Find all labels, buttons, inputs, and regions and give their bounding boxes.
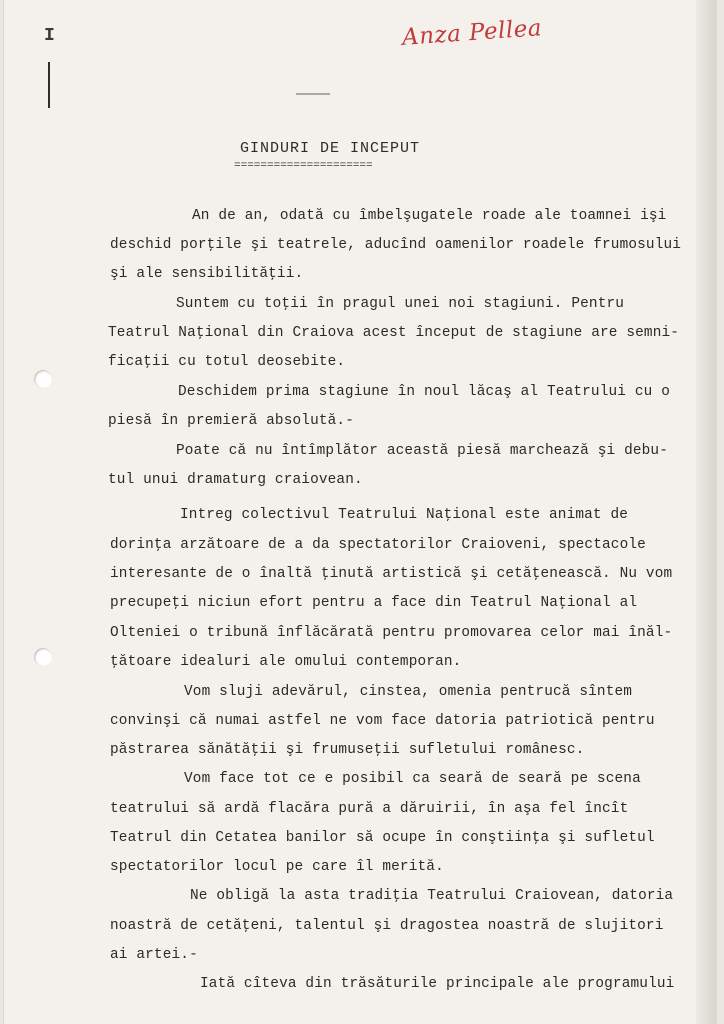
body-line: Suntem cu toţii în pragul unei noi stagiuni. Pentru	[176, 296, 625, 312]
body-line: tul unui dramaturg craiovean.	[108, 472, 363, 488]
body-line: Teatrul din Cetatea banilor să ocupe în conştiinţa şi sufletul	[110, 830, 655, 846]
body-line: Deschidem prima stagiune în noul lăcaş al Teatrului cu o	[178, 384, 671, 400]
body-line: precupeţi niciun efort pentru a face din Teatrul Naţional al	[110, 595, 638, 611]
body-line: An de an, odată cu îmbelşugatele roade ale toamnei işi	[192, 208, 667, 224]
body-line: Iată cîteva din trăsăturile principale ale programului	[200, 976, 675, 992]
document-title: GINDURI DE INCEPUT	[240, 140, 421, 157]
body-line: deschid porţile şi teatrele, aducînd oamenilor roadele frumosului	[110, 237, 682, 253]
body-line: Vom sluji adevărul, cinstea, omenia pentrucă sîntem	[184, 684, 633, 700]
body-line: păstrarea sănătăţii şi frumuseţii sufletului românesc.	[110, 742, 585, 758]
body-line: Poate că nu întîmplător această piesă marchează şi debu-	[176, 443, 669, 459]
document-page	[4, 0, 716, 1024]
handwritten-signature: Anza Pellea	[401, 15, 543, 51]
body-line: noastră de cetăţeni, talentul şi dragostea noastră de slujitori	[110, 918, 664, 934]
body-line: Teatrul Naţional din Craiova acest început de stagiune are semni-	[108, 325, 680, 341]
body-line: dorinţa arzătoare de a da spectatorilor Craioveni, spectacole	[110, 537, 646, 553]
page-edge	[696, 0, 716, 1024]
body-line: Ne obligă la asta tradiţia Teatrului Craiovean, datoria	[190, 888, 674, 904]
body-line: Vom face tot ce e posibil ca seară de seară pe scena	[184, 771, 641, 787]
body-line: ficaţii cu totul deosebite.	[108, 354, 346, 370]
body-line: interesante de o înaltă ţinută artistică şi cetăţenească. Nu vom	[110, 566, 673, 582]
body-line: şi ale sensibilităţii.	[110, 266, 304, 282]
margin-mark	[48, 62, 50, 108]
body-line: Olteniei o tribună înflăcărată pentru promovarea celor mai înăl-	[110, 625, 673, 641]
punch-hole-bottom	[34, 648, 52, 666]
body-line: convinşi că numai astfel ne vom face datoria patriotică pentru	[110, 713, 655, 729]
body-line: Intreg colectivul Teatrului Naţional este animat de	[180, 507, 629, 523]
body-line: teatrului să ardă flacăra pură a dăruirii, în aşa fel încît	[110, 801, 629, 817]
body-line: ai artei.-	[110, 947, 198, 963]
punch-hole-top	[34, 370, 52, 388]
page-number: I	[44, 26, 55, 46]
title-underline: =====================	[234, 160, 373, 172]
ink-smudge	[296, 93, 330, 95]
body-line: ţătoare idealuri ale omului contemporan.	[110, 654, 462, 670]
body-line: piesă în premieră absolută.-	[108, 413, 355, 429]
body-line: spectatorilor locul pe care îl merită.	[110, 859, 444, 875]
